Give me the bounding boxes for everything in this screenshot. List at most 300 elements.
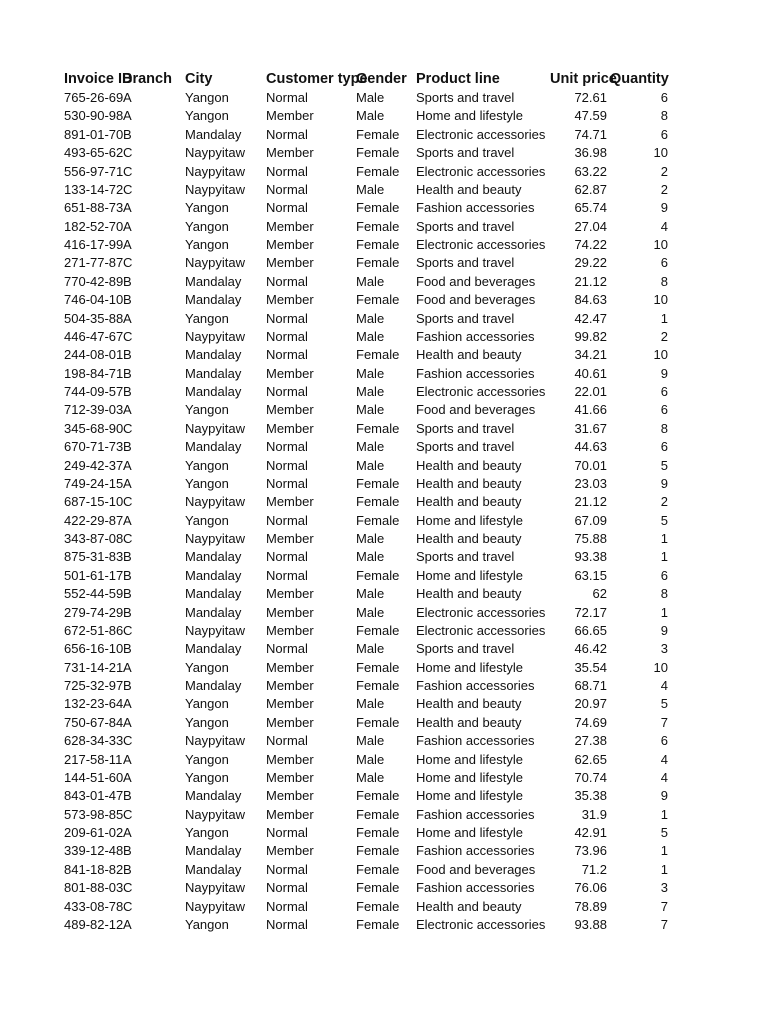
- cell-gender[interactable]: Female: [356, 163, 400, 179]
- cell-product-line[interactable]: Fashion accessories: [416, 733, 535, 749]
- cell-customer-type[interactable]: Normal: [266, 475, 308, 491]
- cell-quantity[interactable]: 2: [660, 163, 668, 179]
- cell-invoice-id[interactable]: 339-12-48: [64, 843, 124, 859]
- cell-invoice-id[interactable]: 573-98-85: [64, 806, 124, 822]
- cell-unit-price[interactable]: 21.12: [574, 273, 607, 289]
- cell-invoice-id[interactable]: 672-51-86: [64, 622, 124, 638]
- cell-customer-type[interactable]: Normal: [266, 898, 308, 914]
- cell-gender[interactable]: Female: [356, 420, 400, 436]
- cell-unit-price[interactable]: 46.42: [574, 641, 607, 657]
- cell-customer-type[interactable]: Normal: [266, 163, 308, 179]
- cell-unit-price[interactable]: 62.87: [574, 181, 607, 197]
- cell-quantity[interactable]: 9: [660, 622, 668, 638]
- cell-product-line[interactable]: Food and beverages: [416, 273, 536, 289]
- cell-product-line[interactable]: Health and beauty: [416, 898, 522, 914]
- cell-branch[interactable]: C: [123, 880, 133, 896]
- cell-city[interactable]: Yangon: [185, 402, 229, 418]
- cell-quantity[interactable]: 4: [660, 769, 668, 785]
- cell-city[interactable]: Yangon: [185, 751, 229, 767]
- cell-unit-price[interactable]: 71.2: [581, 861, 607, 877]
- cell-quantity[interactable]: 4: [660, 751, 668, 767]
- cell-customer-type[interactable]: Normal: [266, 916, 308, 932]
- cell-gender[interactable]: Male: [356, 402, 385, 418]
- cell-city[interactable]: Mandalay: [185, 604, 242, 620]
- cell-quantity[interactable]: 6: [660, 439, 668, 455]
- cell-branch[interactable]: C: [123, 181, 133, 197]
- cell-customer-type[interactable]: Member: [266, 678, 314, 693]
- cell-product-line[interactable]: Sports and travel: [416, 439, 515, 455]
- cell-customer-type[interactable]: Normal: [266, 567, 308, 583]
- cell-unit-price[interactable]: 74.71: [574, 126, 607, 142]
- cell-branch[interactable]: B: [123, 678, 132, 693]
- cell-unit-price[interactable]: 29.22: [574, 255, 607, 271]
- cell-customer-type[interactable]: Normal: [266, 328, 308, 344]
- cell-invoice-id[interactable]: 249-42-37: [64, 457, 124, 473]
- cell-branch[interactable]: A: [123, 659, 132, 675]
- cell-product-line[interactable]: Electronic accessories: [416, 622, 546, 638]
- cell-gender[interactable]: Female: [356, 843, 400, 859]
- cell-product-line[interactable]: Sports and travel: [416, 310, 515, 326]
- cell-quantity[interactable]: 8: [660, 108, 668, 124]
- cell-product-line[interactable]: Home and lifestyle: [416, 108, 523, 124]
- cell-gender[interactable]: Female: [356, 880, 400, 896]
- cell-invoice-id[interactable]: 770-42-89: [64, 273, 124, 289]
- cell-city[interactable]: Mandalay: [185, 641, 242, 657]
- cell-customer-type[interactable]: Member: [266, 714, 314, 730]
- cell-city[interactable]: Yangon: [185, 218, 229, 234]
- cell-invoice-id[interactable]: 875-31-83: [64, 549, 124, 565]
- cell-invoice-id[interactable]: 244-08-01: [64, 347, 124, 363]
- cell-gender[interactable]: Male: [356, 273, 385, 289]
- cell-invoice-id[interactable]: 446-47-67: [64, 328, 124, 344]
- cell-quantity[interactable]: 1: [660, 861, 668, 877]
- cell-product-line[interactable]: Home and lifestyle: [416, 751, 523, 767]
- cell-customer-type[interactable]: Member: [266, 292, 314, 308]
- cell-quantity[interactable]: 5: [660, 825, 668, 840]
- header-quantity[interactable]: Quantity: [610, 71, 669, 87]
- cell-branch[interactable]: B: [123, 641, 132, 657]
- cell-branch[interactable]: C: [123, 531, 133, 546]
- cell-invoice-id[interactable]: 801-88-03: [64, 880, 124, 896]
- cell-unit-price[interactable]: 21.12: [574, 494, 607, 510]
- cell-branch[interactable]: A: [123, 714, 132, 730]
- cell-product-line[interactable]: Food and beverages: [416, 292, 536, 308]
- cell-product-line[interactable]: Health and beauty: [416, 586, 522, 602]
- cell-branch[interactable]: A: [123, 696, 132, 712]
- cell-branch[interactable]: A: [123, 916, 132, 932]
- cell-invoice-id[interactable]: 530-90-98: [64, 108, 124, 124]
- cell-branch[interactable]: B: [123, 292, 132, 308]
- cell-quantity[interactable]: 7: [660, 714, 668, 730]
- cell-unit-price[interactable]: 44.63: [574, 439, 607, 455]
- cell-city[interactable]: Yangon: [185, 512, 229, 528]
- cell-city[interactable]: Naypyitaw: [185, 531, 245, 546]
- cell-quantity[interactable]: 10: [653, 145, 668, 161]
- cell-branch[interactable]: A: [123, 237, 132, 252]
- cell-gender[interactable]: Male: [356, 365, 385, 381]
- cell-product-line[interactable]: Fashion accessories: [416, 678, 535, 693]
- cell-product-line[interactable]: Sports and travel: [416, 641, 515, 657]
- cell-quantity[interactable]: 10: [653, 659, 668, 675]
- cell-customer-type[interactable]: Member: [266, 494, 314, 510]
- cell-gender[interactable]: Female: [356, 659, 400, 675]
- cell-product-line[interactable]: Home and lifestyle: [416, 788, 523, 804]
- cell-invoice-id[interactable]: 746-04-10: [64, 292, 124, 308]
- cell-city[interactable]: Mandalay: [185, 273, 242, 289]
- cell-invoice-id[interactable]: 725-32-97: [64, 678, 124, 693]
- cell-product-line[interactable]: Electronic accessories: [416, 384, 546, 399]
- cell-city[interactable]: Naypyitaw: [185, 622, 245, 638]
- cell-gender[interactable]: Male: [356, 586, 385, 602]
- cell-city[interactable]: Mandalay: [185, 549, 242, 565]
- cell-customer-type[interactable]: Normal: [266, 126, 308, 142]
- cell-gender[interactable]: Male: [356, 108, 385, 124]
- cell-quantity[interactable]: 9: [660, 365, 668, 381]
- cell-city[interactable]: Mandalay: [185, 384, 242, 399]
- cell-product-line[interactable]: Health and beauty: [416, 457, 522, 473]
- cell-invoice-id[interactable]: 891-01-70: [64, 126, 124, 142]
- cell-quantity[interactable]: 5: [660, 457, 668, 473]
- cell-invoice-id[interactable]: 628-34-33: [64, 733, 124, 749]
- cell-invoice-id[interactable]: 133-14-72: [64, 181, 124, 197]
- cell-product-line[interactable]: Home and lifestyle: [416, 567, 523, 583]
- cell-gender[interactable]: Male: [356, 384, 385, 399]
- cell-quantity[interactable]: 6: [660, 733, 668, 749]
- cell-quantity[interactable]: 9: [660, 200, 668, 216]
- cell-quantity[interactable]: 6: [660, 126, 668, 142]
- cell-unit-price[interactable]: 74.69: [574, 714, 607, 730]
- cell-invoice-id[interactable]: 343-87-08: [64, 531, 124, 546]
- cell-gender[interactable]: Male: [356, 457, 385, 473]
- cell-product-line[interactable]: Food and beverages: [416, 861, 536, 877]
- cell-city[interactable]: Yangon: [185, 659, 229, 675]
- cell-branch[interactable]: C: [123, 622, 133, 638]
- cell-gender[interactable]: Male: [356, 531, 385, 546]
- cell-gender[interactable]: Female: [356, 292, 400, 308]
- cell-gender[interactable]: Female: [356, 475, 400, 491]
- cell-quantity[interactable]: 2: [660, 328, 668, 344]
- cell-invoice-id[interactable]: 749-24-15: [64, 475, 124, 491]
- cell-gender[interactable]: Male: [356, 733, 385, 749]
- cell-invoice-id[interactable]: 670-71-73: [64, 439, 124, 455]
- header-customer-type[interactable]: Customer type: [266, 71, 368, 87]
- cell-branch[interactable]: A: [123, 310, 132, 326]
- cell-quantity[interactable]: 10: [653, 237, 668, 252]
- cell-gender[interactable]: Male: [356, 769, 385, 785]
- cell-customer-type[interactable]: Member: [266, 420, 314, 436]
- cell-unit-price[interactable]: 72.61: [574, 90, 607, 105]
- cell-invoice-id[interactable]: 843-01-47: [64, 788, 124, 804]
- cell-branch[interactable]: B: [123, 586, 132, 602]
- cell-branch[interactable]: B: [123, 567, 132, 583]
- cell-gender[interactable]: Male: [356, 604, 385, 620]
- cell-unit-price[interactable]: 47.59: [574, 108, 607, 124]
- cell-customer-type[interactable]: Normal: [266, 549, 308, 565]
- cell-product-line[interactable]: Health and beauty: [416, 181, 522, 197]
- cell-city[interactable]: Mandalay: [185, 439, 242, 455]
- cell-branch[interactable]: A: [123, 218, 132, 234]
- cell-customer-type[interactable]: Normal: [266, 457, 308, 473]
- cell-quantity[interactable]: 6: [660, 384, 668, 399]
- cell-product-line[interactable]: Food and beverages: [416, 402, 536, 418]
- cell-customer-type[interactable]: Normal: [266, 439, 308, 455]
- cell-unit-price[interactable]: 68.71: [574, 678, 607, 693]
- cell-invoice-id[interactable]: 556-97-71: [64, 163, 124, 179]
- cell-city[interactable]: Mandalay: [185, 567, 242, 583]
- cell-gender[interactable]: Male: [356, 696, 385, 712]
- cell-unit-price[interactable]: 20.97: [574, 696, 607, 712]
- cell-quantity[interactable]: 6: [660, 90, 668, 105]
- cell-invoice-id[interactable]: 731-14-21: [64, 659, 124, 675]
- cell-product-line[interactable]: Electronic accessories: [416, 604, 546, 620]
- cell-customer-type[interactable]: Member: [266, 659, 314, 675]
- cell-gender[interactable]: Female: [356, 898, 400, 914]
- cell-gender[interactable]: Female: [356, 788, 400, 804]
- cell-product-line[interactable]: Sports and travel: [416, 90, 515, 105]
- cell-invoice-id[interactable]: 279-74-29: [64, 604, 124, 620]
- cell-invoice-id[interactable]: 271-77-87: [64, 255, 124, 271]
- cell-customer-type[interactable]: Member: [266, 255, 314, 271]
- cell-quantity[interactable]: 1: [660, 310, 668, 326]
- cell-gender[interactable]: Female: [356, 255, 400, 271]
- cell-product-line[interactable]: Health and beauty: [416, 714, 522, 730]
- cell-product-line[interactable]: Home and lifestyle: [416, 825, 523, 840]
- cell-unit-price[interactable]: 23.03: [574, 475, 607, 491]
- cell-customer-type[interactable]: Normal: [266, 200, 308, 216]
- cell-branch[interactable]: A: [123, 512, 132, 528]
- cell-city[interactable]: Mandalay: [185, 126, 242, 142]
- cell-customer-type[interactable]: Normal: [266, 641, 308, 657]
- cell-city[interactable]: Yangon: [185, 696, 229, 712]
- cell-product-line[interactable]: Health and beauty: [416, 696, 522, 712]
- cell-city[interactable]: Yangon: [185, 825, 229, 840]
- cell-product-line[interactable]: Electronic accessories: [416, 237, 546, 252]
- cell-product-line[interactable]: Electronic accessories: [416, 126, 546, 142]
- cell-city[interactable]: Mandalay: [185, 843, 242, 859]
- cell-unit-price[interactable]: 27.38: [574, 733, 607, 749]
- cell-gender[interactable]: Male: [356, 751, 385, 767]
- cell-customer-type[interactable]: Member: [266, 402, 314, 418]
- cell-city[interactable]: Naypyitaw: [185, 420, 245, 436]
- cell-invoice-id[interactable]: 182-52-70: [64, 218, 124, 234]
- cell-quantity[interactable]: 9: [660, 475, 668, 491]
- cell-city[interactable]: Naypyitaw: [185, 806, 245, 822]
- cell-invoice-id[interactable]: 489-82-12: [64, 916, 124, 932]
- cell-branch[interactable]: C: [123, 806, 133, 822]
- cell-branch[interactable]: A: [123, 769, 132, 785]
- cell-gender[interactable]: Female: [356, 512, 400, 528]
- cell-unit-price[interactable]: 76.06: [574, 880, 607, 896]
- cell-invoice-id[interactable]: 198-84-71: [64, 365, 124, 381]
- cell-unit-price[interactable]: 93.38: [574, 549, 607, 565]
- cell-customer-type[interactable]: Member: [266, 237, 314, 252]
- cell-customer-type[interactable]: Normal: [266, 861, 308, 877]
- cell-unit-price[interactable]: 84.63: [574, 292, 607, 308]
- cell-unit-price[interactable]: 31.67: [574, 420, 607, 436]
- cell-customer-type[interactable]: Member: [266, 604, 314, 620]
- cell-branch[interactable]: C: [123, 255, 133, 271]
- cell-city[interactable]: Mandalay: [185, 678, 242, 693]
- cell-branch[interactable]: B: [123, 788, 132, 804]
- cell-customer-type[interactable]: Normal: [266, 310, 308, 326]
- header-branch[interactable]: Branch: [122, 71, 172, 87]
- cell-city[interactable]: Naypyitaw: [185, 898, 245, 914]
- cell-unit-price[interactable]: 72.17: [574, 604, 607, 620]
- cell-product-line[interactable]: Health and beauty: [416, 347, 522, 363]
- cell-branch[interactable]: B: [123, 273, 132, 289]
- cell-quantity[interactable]: 10: [653, 347, 668, 363]
- cell-product-line[interactable]: Sports and travel: [416, 218, 515, 234]
- cell-unit-price[interactable]: 63.22: [574, 163, 607, 179]
- cell-quantity[interactable]: 6: [660, 567, 668, 583]
- cell-branch[interactable]: B: [123, 861, 132, 877]
- cell-unit-price[interactable]: 70.01: [574, 457, 607, 473]
- cell-quantity[interactable]: 8: [660, 586, 668, 602]
- cell-product-line[interactable]: Electronic accessories: [416, 163, 546, 179]
- cell-gender[interactable]: Female: [356, 622, 400, 638]
- cell-unit-price[interactable]: 27.04: [574, 218, 607, 234]
- cell-branch[interactable]: C: [123, 163, 133, 179]
- cell-quantity[interactable]: 8: [660, 273, 668, 289]
- cell-invoice-id[interactable]: 416-17-99: [64, 237, 124, 252]
- cell-city[interactable]: Yangon: [185, 769, 229, 785]
- cell-branch[interactable]: B: [123, 439, 132, 455]
- cell-customer-type[interactable]: Member: [266, 531, 314, 546]
- cell-product-line[interactable]: Fashion accessories: [416, 843, 535, 859]
- cell-product-line[interactable]: Home and lifestyle: [416, 769, 523, 785]
- cell-customer-type[interactable]: Member: [266, 218, 314, 234]
- cell-invoice-id[interactable]: 422-29-87: [64, 512, 124, 528]
- cell-gender[interactable]: Male: [356, 328, 385, 344]
- cell-branch[interactable]: C: [123, 145, 133, 161]
- cell-gender[interactable]: Female: [356, 567, 400, 583]
- cell-invoice-id[interactable]: 209-61-02: [64, 825, 124, 840]
- cell-branch[interactable]: A: [123, 825, 132, 840]
- cell-product-line[interactable]: Sports and travel: [416, 549, 515, 565]
- cell-product-line[interactable]: Fashion accessories: [416, 806, 535, 822]
- cell-branch[interactable]: B: [123, 126, 132, 142]
- cell-invoice-id[interactable]: 345-68-90: [64, 420, 124, 436]
- cell-quantity[interactable]: 3: [660, 880, 668, 896]
- cell-product-line[interactable]: Health and beauty: [416, 494, 522, 510]
- cell-unit-price[interactable]: 74.22: [574, 237, 607, 252]
- cell-branch[interactable]: B: [123, 365, 132, 381]
- cell-gender[interactable]: Female: [356, 825, 400, 840]
- cell-quantity[interactable]: 1: [660, 549, 668, 565]
- cell-invoice-id[interactable]: 841-18-82: [64, 861, 124, 877]
- cell-invoice-id[interactable]: 433-08-78: [64, 898, 124, 914]
- cell-product-line[interactable]: Sports and travel: [416, 255, 515, 271]
- cell-unit-price[interactable]: 36.98: [574, 145, 607, 161]
- cell-customer-type[interactable]: Normal: [266, 733, 308, 749]
- cell-customer-type[interactable]: Member: [266, 788, 314, 804]
- cell-gender[interactable]: Female: [356, 347, 400, 363]
- cell-quantity[interactable]: 1: [660, 531, 668, 546]
- cell-product-line[interactable]: Sports and travel: [416, 420, 515, 436]
- cell-customer-type[interactable]: Member: [266, 696, 314, 712]
- cell-city[interactable]: Mandalay: [185, 365, 242, 381]
- cell-city[interactable]: Yangon: [185, 916, 229, 932]
- cell-quantity[interactable]: 1: [660, 604, 668, 620]
- cell-unit-price[interactable]: 93.88: [574, 916, 607, 932]
- cell-invoice-id[interactable]: 144-51-60: [64, 769, 124, 785]
- cell-city[interactable]: Yangon: [185, 108, 229, 124]
- cell-product-line[interactable]: Electronic accessories: [416, 916, 546, 932]
- cell-quantity[interactable]: 6: [660, 255, 668, 271]
- cell-invoice-id[interactable]: 744-09-57: [64, 384, 124, 399]
- cell-unit-price[interactable]: 42.91: [574, 825, 607, 840]
- header-gender[interactable]: Gender: [356, 71, 407, 87]
- cell-city[interactable]: Yangon: [185, 200, 229, 216]
- cell-unit-price[interactable]: 73.96: [574, 843, 607, 859]
- cell-gender[interactable]: Male: [356, 310, 385, 326]
- cell-branch[interactable]: C: [123, 420, 133, 436]
- cell-product-line[interactable]: Fashion accessories: [416, 328, 535, 344]
- cell-branch[interactable]: C: [123, 494, 133, 510]
- cell-customer-type[interactable]: Normal: [266, 90, 308, 105]
- cell-branch[interactable]: B: [123, 843, 132, 859]
- cell-customer-type[interactable]: Member: [266, 751, 314, 767]
- cell-unit-price[interactable]: 66.65: [574, 622, 607, 638]
- header-invoice-id[interactable]: Invoice ID: [64, 71, 133, 87]
- cell-city[interactable]: Naypyitaw: [185, 163, 245, 179]
- cell-product-line[interactable]: Health and beauty: [416, 475, 522, 491]
- cell-invoice-id[interactable]: 504-35-88: [64, 310, 124, 326]
- cell-customer-type[interactable]: Normal: [266, 825, 308, 840]
- cell-customer-type[interactable]: Normal: [266, 181, 308, 197]
- cell-quantity[interactable]: 4: [660, 218, 668, 234]
- cell-quantity[interactable]: 10: [653, 292, 668, 308]
- cell-gender[interactable]: Male: [356, 181, 385, 197]
- cell-branch[interactable]: A: [123, 90, 132, 105]
- cell-invoice-id[interactable]: 651-88-73: [64, 200, 124, 216]
- cell-branch[interactable]: A: [123, 751, 132, 767]
- cell-city[interactable]: Yangon: [185, 475, 229, 491]
- cell-unit-price[interactable]: 65.74: [574, 200, 607, 216]
- cell-city[interactable]: Yangon: [185, 457, 229, 473]
- cell-gender[interactable]: Female: [356, 916, 400, 932]
- cell-branch[interactable]: B: [123, 347, 132, 363]
- cell-quantity[interactable]: 4: [660, 678, 668, 693]
- cell-branch[interactable]: A: [123, 457, 132, 473]
- cell-gender[interactable]: Female: [356, 237, 400, 252]
- cell-product-line[interactable]: Fashion accessories: [416, 880, 535, 896]
- cell-invoice-id[interactable]: 750-67-84: [64, 714, 124, 730]
- cell-customer-type[interactable]: Member: [266, 586, 314, 602]
- cell-gender[interactable]: Female: [356, 494, 400, 510]
- cell-branch[interactable]: B: [123, 549, 132, 565]
- cell-quantity[interactable]: 1: [660, 843, 668, 859]
- cell-invoice-id[interactable]: 501-61-17: [64, 567, 124, 583]
- cell-unit-price[interactable]: 75.88: [574, 531, 607, 546]
- cell-customer-type[interactable]: Normal: [266, 347, 308, 363]
- cell-branch[interactable]: C: [123, 898, 133, 914]
- cell-branch[interactable]: A: [123, 402, 132, 418]
- cell-branch[interactable]: C: [123, 328, 133, 344]
- cell-quantity[interactable]: 3: [660, 641, 668, 657]
- cell-quantity[interactable]: 1: [660, 806, 668, 822]
- cell-product-line[interactable]: Sports and travel: [416, 145, 515, 161]
- cell-unit-price[interactable]: 99.82: [574, 328, 607, 344]
- cell-gender[interactable]: Female: [356, 218, 400, 234]
- cell-customer-type[interactable]: Normal: [266, 273, 308, 289]
- cell-city[interactable]: Mandalay: [185, 347, 242, 363]
- cell-branch[interactable]: A: [123, 475, 132, 491]
- cell-unit-price[interactable]: 78.89: [574, 898, 607, 914]
- cell-gender[interactable]: Female: [356, 861, 400, 877]
- cell-customer-type[interactable]: Member: [266, 365, 314, 381]
- cell-quantity[interactable]: 7: [660, 898, 668, 914]
